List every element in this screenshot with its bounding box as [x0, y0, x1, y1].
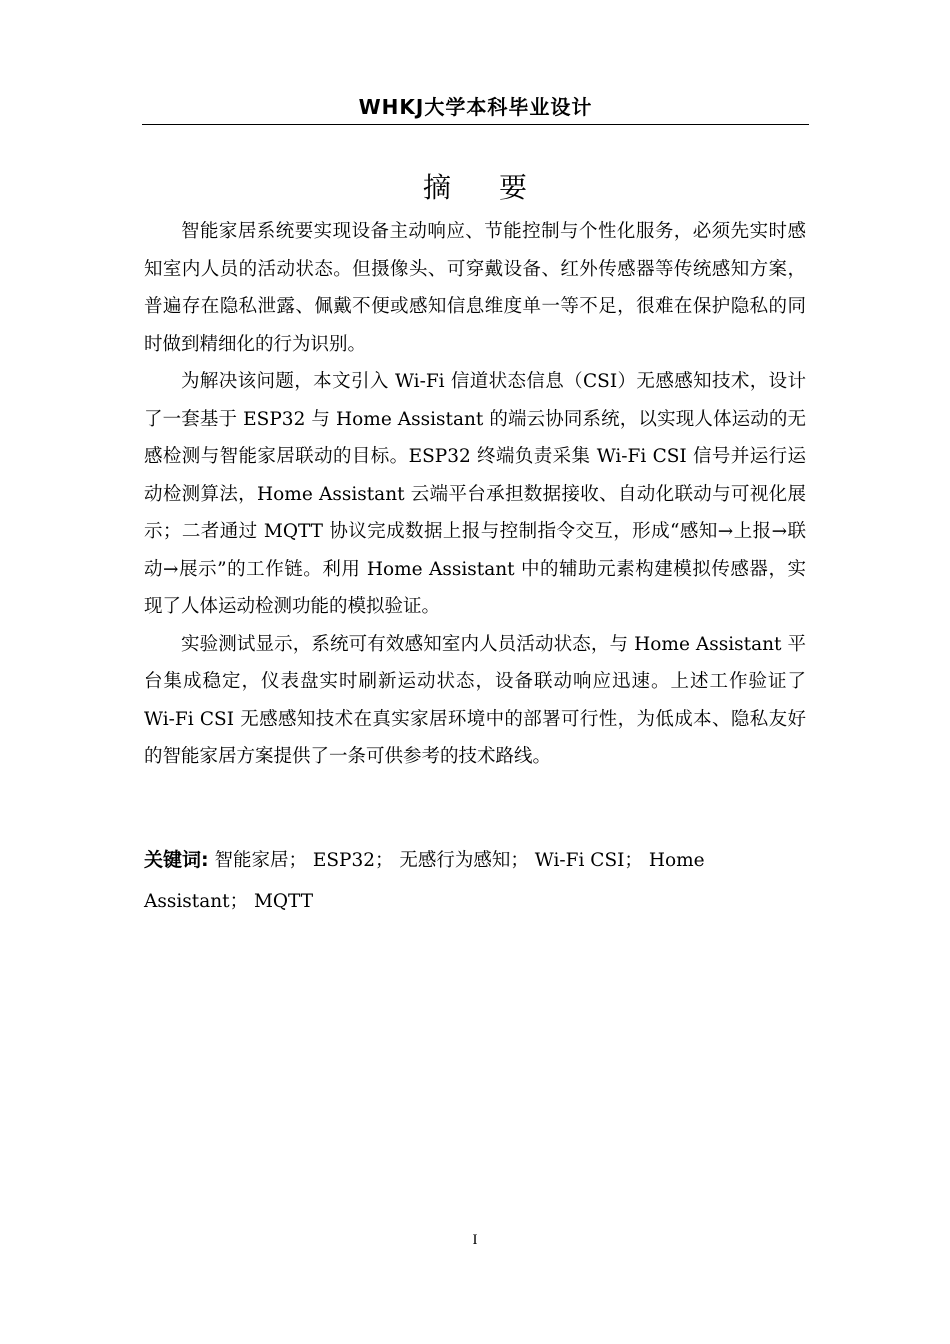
keywords-label: 关键词: — [144, 849, 209, 871]
abstract-paragraph-1: 智能家居系统要实现设备主动响应、节能控制与个性化服务，必须先实时感知室内人员的活动状态。但摄像头、可穿戴设备、红外传感器等传统感知方案，普遍存在隐私泄露、佩戴不便或感知信息维度单一等不足，很难在保护隐私的同时做到精细化的行为识别。 — [144, 221, 806, 355]
running-title: WHKJ大学本科毕业设计 — [358, 95, 593, 119]
page-number: I — [472, 1232, 478, 1248]
abstract-paragraph-2: 为解决该问题，本文引入 Wi-Fi 信道状态信息（CSI）无感感知技术，设计了一套基于 ESP32 与 Home Assistant 的端云协同系统，以实现人体运动的无感检测与智能家居联动的目标。ESP32 终端负责采集 Wi-Fi CSI 信号并运行运动检测算法，Home Assistant 云端平台承担数据接收、自动化联动与可视化展示；二者通过 MQTT 协议完成数据上报与控制指令交互，形成“感知→上报→联动→展示”的工作链。利用 Home Assistant 中的辅助元素构建模拟传感器，实现了人体运动检测功能的模拟验证。 — [144, 371, 806, 617]
abstract-body — [144, 213, 806, 776]
keywords-section — [144, 840, 806, 922]
keywords-list: 智能家居； ESP32； 无感行为感知； Wi-Fi CSI； Home Assistant； MQTT — [144, 850, 705, 912]
abstract-title: 摘要 — [422, 171, 575, 204]
page-header — [142, 93, 809, 125]
abstract-paragraph-3: 实验测试显示，系统可有效感知室内人员活动状态，与 Home Assistant 平台集成稳定，仪表盘实时刷新运动状态，设备联动响应迅速。上述工作验证了 Wi-Fi CSI 无感感知技术在真实家居环境中的部署可行性，为低成本、隐私友好的智能家居方案提供了一条可供参考的技术路线。 — [144, 633, 806, 767]
